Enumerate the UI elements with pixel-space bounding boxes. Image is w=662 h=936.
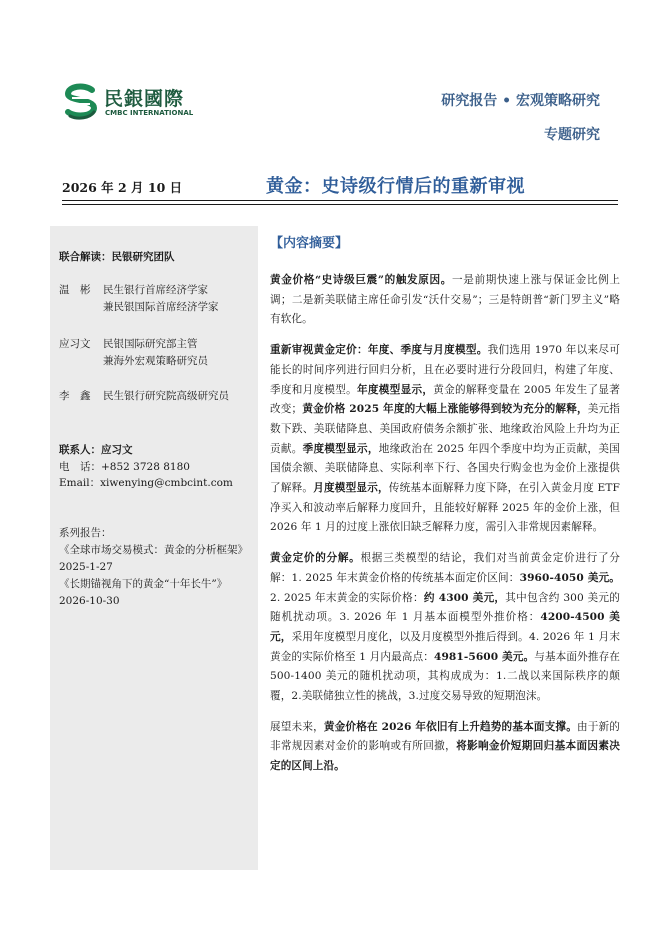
paragraph-text: 美元指数下跌、美联储降息、美国政府债务余额扩张、地缘政治风险上升均为正贡献。 (270, 403, 620, 455)
logo (62, 82, 222, 122)
logo-text-cn: 民銀國際 (104, 88, 185, 110)
paragraph-text: 根据三类模型的结论，我们对当前黄金定价进行了分解：1. 2025 年末黄金价格的传统基本面定价区间： (270, 552, 620, 584)
series-label: 系列报告： (59, 527, 112, 539)
paragraph-emphasis: 黄金价格在 2026 年依旧有上升趋势的基本面支撑。 (323, 720, 577, 733)
paragraph-emphasis: 将影响金价短期回归基本面因素决定的区间上沿。 (270, 740, 621, 773)
series-report-link[interactable]: 《长期锚视角下的黄金“十年长牛”》2026-10-30 (59, 578, 228, 607)
paragraph-emphasis: 4200-4500 美元， (270, 611, 620, 643)
author-name: 温 彬 (59, 284, 91, 296)
paragraph-emphasis: 4981-5600 美元。 (433, 650, 535, 663)
author-title: 兼民银国际首席经济学家 (103, 301, 219, 313)
paragraph-text: 其中包含约 300 美元的随机扰动项。3. 2026 年 1 月基本面模型外推价格： (270, 591, 620, 624)
paragraph-text: 2. 2025 年末黄金的实际价格： (270, 591, 424, 604)
paragraph-lead: 黄金定价的分解。 (270, 552, 361, 565)
summary-paragraph (270, 549, 620, 707)
sidebar (50, 226, 258, 870)
team-label: 联合解读：民银研究团队 (59, 251, 175, 263)
paragraph-emphasis: 黄金价格 2025 年度的大幅上涨能够得到较为充分的解释， (302, 403, 588, 416)
report-subtype: 专题研究 (544, 127, 600, 143)
paragraph-text: 地缘政治在 2025 年四个季度中均为正贡献，美国国债余额、美联储降息、实际利率下行、各国央行购金也为金价上涨提供了解释。 (270, 442, 620, 495)
paragraph-text: 传统基本面解释力度下降，在引入黄金月度 ETF 净买入和波动率后解释力度回升，且能较好解释 2025 年的金价上涨，但 2026 年 1 月的过度上涨依旧缺乏解释力度，需引入非常规因素解释。 (270, 482, 620, 534)
contact-label: 联系人：应习文 (59, 444, 133, 456)
author-title: 民银国际研究部主管 (103, 338, 198, 350)
author-title: 民生银行研究院高级研究员 (103, 390, 229, 402)
contact-phone: 电 话：+852 3728 8180 (59, 461, 190, 473)
author-name: 应习文 (59, 338, 91, 350)
paragraph-text: 黄金的解释变量在 2005 年发生了显著改变； (270, 383, 620, 416)
series-report-link[interactable]: 《全球市场交易模式：黄金的分析框架》2025-1-27 (59, 544, 248, 573)
paragraph-emphasis: 年度模型显示， (357, 383, 434, 396)
cmbc-logo-icon (62, 82, 100, 120)
paragraph-lead: 重新审视黄金定价：年度、季度与月度模型。 (270, 344, 488, 357)
paragraph-emphasis: 约 4300 美元， (423, 591, 506, 604)
page-title: 黄金：史诗级行情后的重新审视 (266, 176, 525, 197)
summary-paragraph (270, 718, 620, 777)
section-title: 【内容摘要】 (270, 236, 349, 251)
logo-text-en: CMBC INTERNATIONAL (105, 109, 194, 117)
paragraph-text: 一是前期快速上涨与保证金比例上调；二是新美联储主席任命引发“沃什交易”；三是特朗普“新门罗主义”略有软化。 (270, 274, 621, 326)
paragraph-text: 展望未来， (270, 720, 324, 733)
paragraph-lead: 黄金价格“史诗级巨震”的触发原因。 (270, 274, 453, 286)
paragraph-text: 我们选用 1970 年以来尽可能长的时间序列进行回归分析，且在必要时进行分段回归，构建了年度、季度和月度模型。 (270, 344, 620, 396)
summary-content (270, 232, 620, 788)
header-divider (62, 200, 618, 201)
report-date: 2026 年 2 月 10 日 (62, 180, 183, 195)
summary-paragraph (270, 341, 620, 538)
paragraph-emphasis: 季度模型显示， (302, 442, 379, 455)
author-title: 兼海外宏观策略研究员 (103, 355, 208, 367)
author-title: 民生银行首席经济学家 (103, 284, 208, 296)
paragraph-emphasis: 月度模型显示， (313, 482, 389, 495)
author-name: 李 鑫 (59, 390, 91, 402)
paragraph-text: 与基本面外推存在 500-1400 美元的随机扰动项，其构成成为：1.二战以来国际秩序的颠覆，2.美联储独立性的挑战，3.过度交易导致的短期泡沫。 (270, 650, 620, 703)
header-divider-thin (62, 204, 618, 205)
paragraph-emphasis: 3960-4050 美元。 (519, 571, 620, 584)
contact-email[interactable]: Email：xiwenying@cmbcint.com (59, 477, 233, 489)
paragraph-text: 由于新的非常规因素对金价的影响或有所回撤， (270, 720, 620, 753)
report-type: 研究报告 • 宏观策略研究 (441, 93, 600, 109)
summary-paragraph (270, 271, 620, 330)
paragraph-text: 采用年度模型月度化，以及月度模型外推后得到。4. 2026 年 1 月末黄金的实际价格至 1 月内最高点： (270, 630, 621, 663)
